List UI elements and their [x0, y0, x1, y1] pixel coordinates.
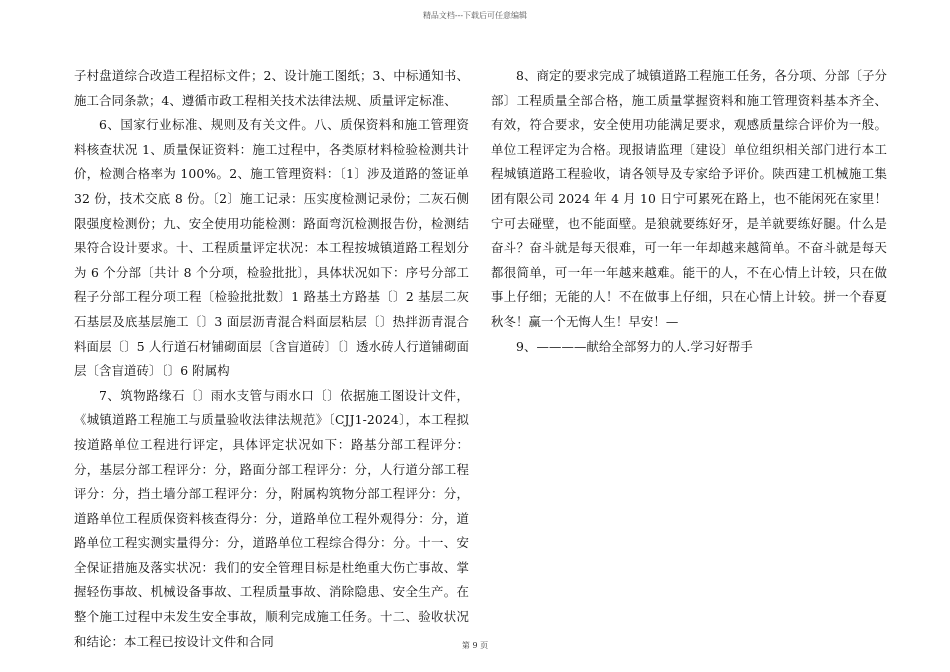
- paragraph: 8、商定的要求完成了城镇道路工程施工任务，各分项、分部〔子分部〕工程质量全部合格，施工质量掌握资料和施工管理资料基本齐全、有效，符合要求，安全使用功能满足要求，观感质量综合评价为一般。单位工程评定为合格。现报请监理〔建设〕单位组织相关部门进行本工程城镇道路工程验收，请各领导及专家给予评价。陕西建工机械施工集团有限公司 2024 年 4 月 10 日宁可累死在路上，也不能闲死在家里！宁可去碰壁，也不能面壁。是狼就要练好牙，是羊就要练好腿。什么是奋斗？奋斗就是每天很难，可一年一年却越来越简单。不奋斗就是每天都很简单，可一年一年越来越难。能干的人，不在心情上计较，只在做事上仔细；无能的人！不在做事上仔细，只在心情上计较。拼一个春夏秋冬！赢一个无悔人生！早安！—: [491, 68, 887, 329]
- paragraph: 7、筑物路缘石〔〕雨水支管与雨水口〔〕依据施工图设计文件，《城镇道路工程施工与质量验收法律法规范》〔CJJ1-2024〕，本工程拟按道路单位工程进行评定，具体评定状况如下：路基分部工程评分：分，基层分部工程评分：分，路面分部工程评分：分，人行道分部工程评分：分，挡土墙分部工程评分：分，附属构筑物分部工程评分：分，道路单位工程质保资料核查得分：分，道路单位工程外观得分：分，道路单位工程实测实量得分：分，道路单位工程综合得分：分。十一、安全保证措施及落实状况：我们的安全管理目标是杜绝重大伤亡事故、掌握轻伤事故、机械设备事故、工程质量事故、消除隐患、安全生产。在整个施工过程中未发生安全事故，顺利完成施工任务。十二、验收状况和结论：本工程已按设计文件和合同: [74, 387, 469, 649]
- page-header: 精品文档---下载后可任意编辑: [422, 11, 528, 20]
- paragraph: 9、————献给全部努力的人.学习好帮手: [516, 338, 753, 354]
- left-column: [74, 64, 469, 654]
- paragraph: 子村盘道综合改造工程招标文件；2、设计施工图纸；3、中标通知书、施工合同条款；4、遵循市政工程相关技术法律法规、质量评定标准、: [74, 68, 469, 108]
- page-number: 第 9 页: [461, 641, 489, 650]
- paragraph: 6、国家行业标准、规则及有关文件。八、质保资料和施工管理资料核查状况 1、质量保证资料：施工过程中，各类原材料检验检测共计价，检测合格率为 100%。2、施工管理资料：〔1〕涉及道路的签证单 32 份，技术交底 8 份。〔2〕施工记录：压实度检测记录份；二灰石侧限强度检测份；九、安全使用功能检测：路面弯沉检测报告份，检测结果符合设计要求。十、工程质量评定状况：本工程按城镇道路工程划分为 6 个分部〔共计 8 个分项，检验批批〕，具体状况如下：序号分部工程子分部工程分项工程〔检验批批数〕1 路基土方路基〔〕2 基层二灰石基层及底基层施工〔〕3 面层沥青混合料面层粘层〔〕热拌沥青混合料面层〔〕5 人行道石材铺砌面层〔含盲道砖〕〔〕透水砖人行道铺砌面层〔含盲道砖〕〔〕6 附属构: [74, 117, 469, 379]
- right-column: [491, 64, 887, 359]
